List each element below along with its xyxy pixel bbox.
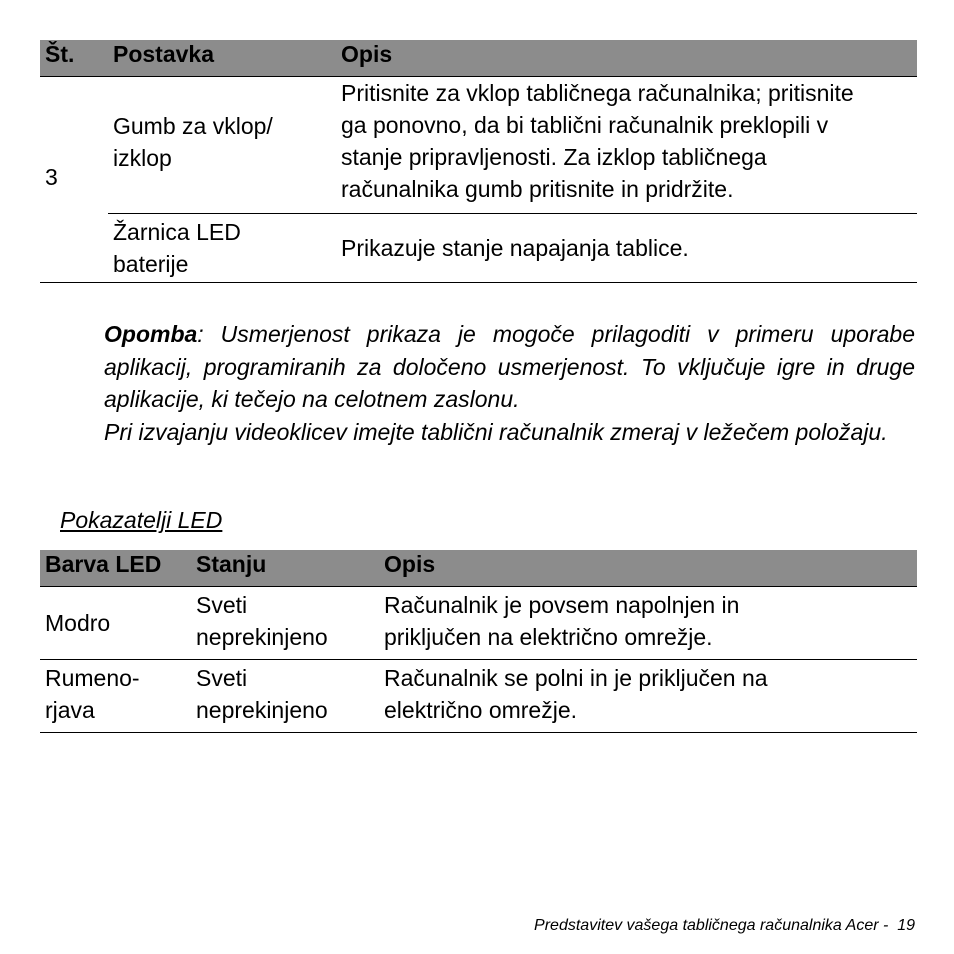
led-indicators-table <box>40 550 917 733</box>
row-description: Prikazuje stanje napajanja tablice. <box>336 214 917 283</box>
row-state: Sveti neprekinjeno <box>196 592 328 650</box>
row-number: 3 <box>45 163 58 190</box>
table-row <box>40 660 917 733</box>
note-paragraph <box>104 318 915 416</box>
row-state: Sveti neprekinjeno <box>196 665 328 723</box>
row-description: Računalnik se polni in je priključen na električno omrežje. <box>384 665 768 723</box>
table-header-row <box>40 550 917 587</box>
row-description: Pritisnite za vklop tabličnega računalnika; pritisnite ga ponovno, da bi tablični računalnik preklopili v stanje pripravljenosti. Za izklop tabličnega računalnika gumb pritisnite in pridržite. <box>341 80 854 202</box>
row-item: Gumb za vklop/ izklop <box>113 113 273 171</box>
row-item: Žarnica LED baterije <box>108 214 336 283</box>
row-description: Računalnik je povsem napolnjen in priključen na električno omrežje. <box>384 592 740 650</box>
row-led-color: Rumeno-rjava <box>45 665 140 723</box>
table-header-row <box>40 40 917 77</box>
row-led-color: Modro <box>45 610 111 636</box>
note-label: Opomba <box>104 321 198 347</box>
header-item: Postavka <box>108 40 336 77</box>
table-row <box>40 587 917 660</box>
header-number: Št. <box>40 40 108 77</box>
section-title: Pokazatelji LED <box>60 507 223 533</box>
controls-table <box>40 40 917 283</box>
note-block <box>104 318 915 448</box>
note-text: : Usmerjenost prikaza je mogoče prilagoditi v primeru uporabe aplikacij, programiranih za določeno usmerjenost. To vključuje igre in druge aplikacije, ki tečejo na celotnem zaslonu. <box>104 321 915 412</box>
header-led-color: Barva LED <box>40 550 191 587</box>
header-description: Opis <box>379 550 917 587</box>
page-footer: Predstavitev vašega tabličnega računalnika Acer - 19 <box>534 917 915 934</box>
table-row <box>40 214 917 283</box>
note-paragraph-2: Pri izvajanju videoklicev imejte tablični računalnik zmeraj v ležečem položaju. <box>104 418 888 445</box>
header-description: Opis <box>336 40 917 77</box>
header-state: Stanju <box>191 550 379 587</box>
table-row <box>40 77 917 214</box>
